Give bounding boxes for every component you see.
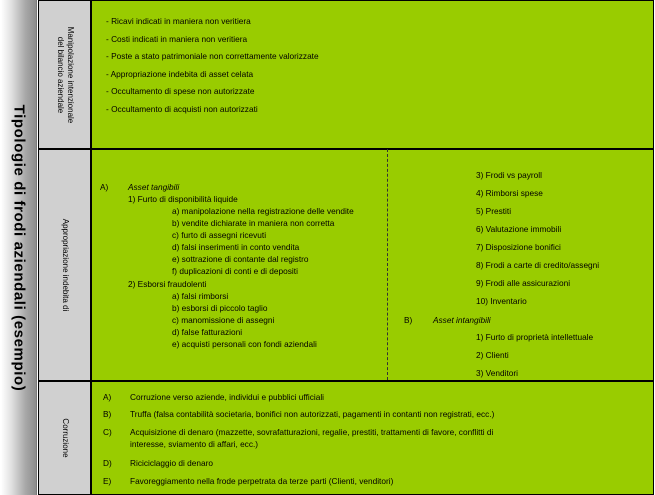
- list-item: 4) Rimborsi spese: [476, 188, 543, 198]
- asset-tangibili-title: Asset tangibili: [128, 182, 180, 192]
- list-item: 1) Furto di proprietà intellettuale: [476, 332, 594, 342]
- appropriazione-label-cell: [38, 149, 91, 381]
- appropriazione-label: Appropriazione indebita di: [60, 218, 70, 312]
- manipolazione-label: [55, 26, 75, 123]
- manipolazione-label-line1: Manipolazione intenzionale: [65, 26, 75, 123]
- list-item: 2) Clienti: [476, 350, 509, 360]
- asset-tangibili-letter: A): [100, 182, 109, 192]
- list-item: 3) Frodi vs payroll: [476, 170, 542, 180]
- corruzione-letter: A): [103, 392, 112, 402]
- asset-intangibili-letter: B): [404, 315, 413, 325]
- list-item: b) esborsi di piccolo taglio: [172, 303, 268, 313]
- list-item: 5) Prestiti: [476, 206, 512, 216]
- corruzione-letter: C): [103, 427, 112, 437]
- list-item: 9) Frodi alle assicurazioni: [476, 278, 571, 288]
- list-item: e) sottrazione di contante dal registro: [172, 254, 309, 264]
- list-item: 10) Inventario: [476, 296, 527, 306]
- list-item: 3) Venditori: [476, 368, 518, 378]
- group1-title: 1) Furto di disponibilità liquide: [128, 194, 238, 204]
- list-item: e) acquisti personali con fondi aziendali: [172, 339, 317, 349]
- corruzione-label-cell: [38, 381, 91, 495]
- corruzione-item: Corruzione verso aziende, individui e pubblici ufficiali: [130, 392, 325, 402]
- list-item: a) manipolazione nella registrazione delle vendite: [172, 206, 354, 216]
- list-item: - Poste a stato patrimoniale non correttamente valorizzate: [106, 51, 319, 62]
- list-item: b) vendite dichiarate in maniera non corretta: [172, 218, 335, 228]
- manipolazione-label-line2: del bilancio aziendale: [55, 36, 65, 113]
- corruzione-item: Riciciclaggio di denaro: [130, 458, 214, 468]
- corruzione-item-continuation: interesse, sviamento di affari, ecc.): [130, 439, 259, 449]
- corruzione-item: Acquisizione di denaro (mazzette, sovrafatturazioni, regalie, prestiti, trattamenti di favore, conflitti di: [130, 427, 494, 437]
- list-item: f) duplicazioni di conti e di depositi: [172, 266, 298, 276]
- list-item: - Occultamento di acquisti non autorizzati: [106, 103, 258, 114]
- list-item: c) furto di assegni ricevuti: [172, 230, 267, 240]
- manipolazione-label-cell: [38, 0, 91, 149]
- list-item: - Appropriazione indebita di asset celata: [106, 68, 254, 79]
- list-item: - Ricavi indicati in maniera non veritiera: [106, 16, 251, 26]
- corruzione-letter: E): [103, 476, 112, 486]
- corruzione-letter: B): [103, 409, 112, 419]
- asset-intangibili-title: Asset intangibili: [433, 315, 491, 325]
- corruzione-item: Favoreggiamento nella frode perpetrata da terze parti (Clienti, venditori): [130, 476, 394, 486]
- main-title: Tipologie di frodi aziendali (esempio): [10, 104, 27, 391]
- manipolazione-content: [91, 0, 654, 149]
- list-item: a) falsi rimborsi: [172, 291, 229, 301]
- group2-title: 2) Esborsi fraudolenti: [128, 279, 207, 289]
- column-divider: [387, 149, 388, 380]
- list-item: d) false fatturazioni: [172, 327, 243, 337]
- corruzione-label: Corruzione: [60, 418, 70, 458]
- list-item: - Occultamento di spese non autorizzate: [106, 86, 255, 97]
- corruzione-letter: D): [103, 458, 112, 468]
- list-item: - Costi indicati in maniera non veritiera: [106, 33, 248, 44]
- list-item: 7) Disposizione bonifici: [476, 242, 561, 252]
- list-item: d) falsi inserimenti in conto vendita: [172, 242, 300, 252]
- list-item: 6) Valutazione immobili: [476, 224, 562, 234]
- list-item: c) manomissione di assegni: [172, 315, 275, 325]
- list-item: 8) Frodi a carte di credito/assegni: [476, 260, 600, 270]
- title-sidebar: [1, 0, 37, 495]
- manipolazione-list: [106, 13, 319, 119]
- corruzione-item: Truffa (falsa contabilità societaria, bonifici non autorizzati, pagamenti in contanti non registrati, ecc.): [130, 409, 495, 419]
